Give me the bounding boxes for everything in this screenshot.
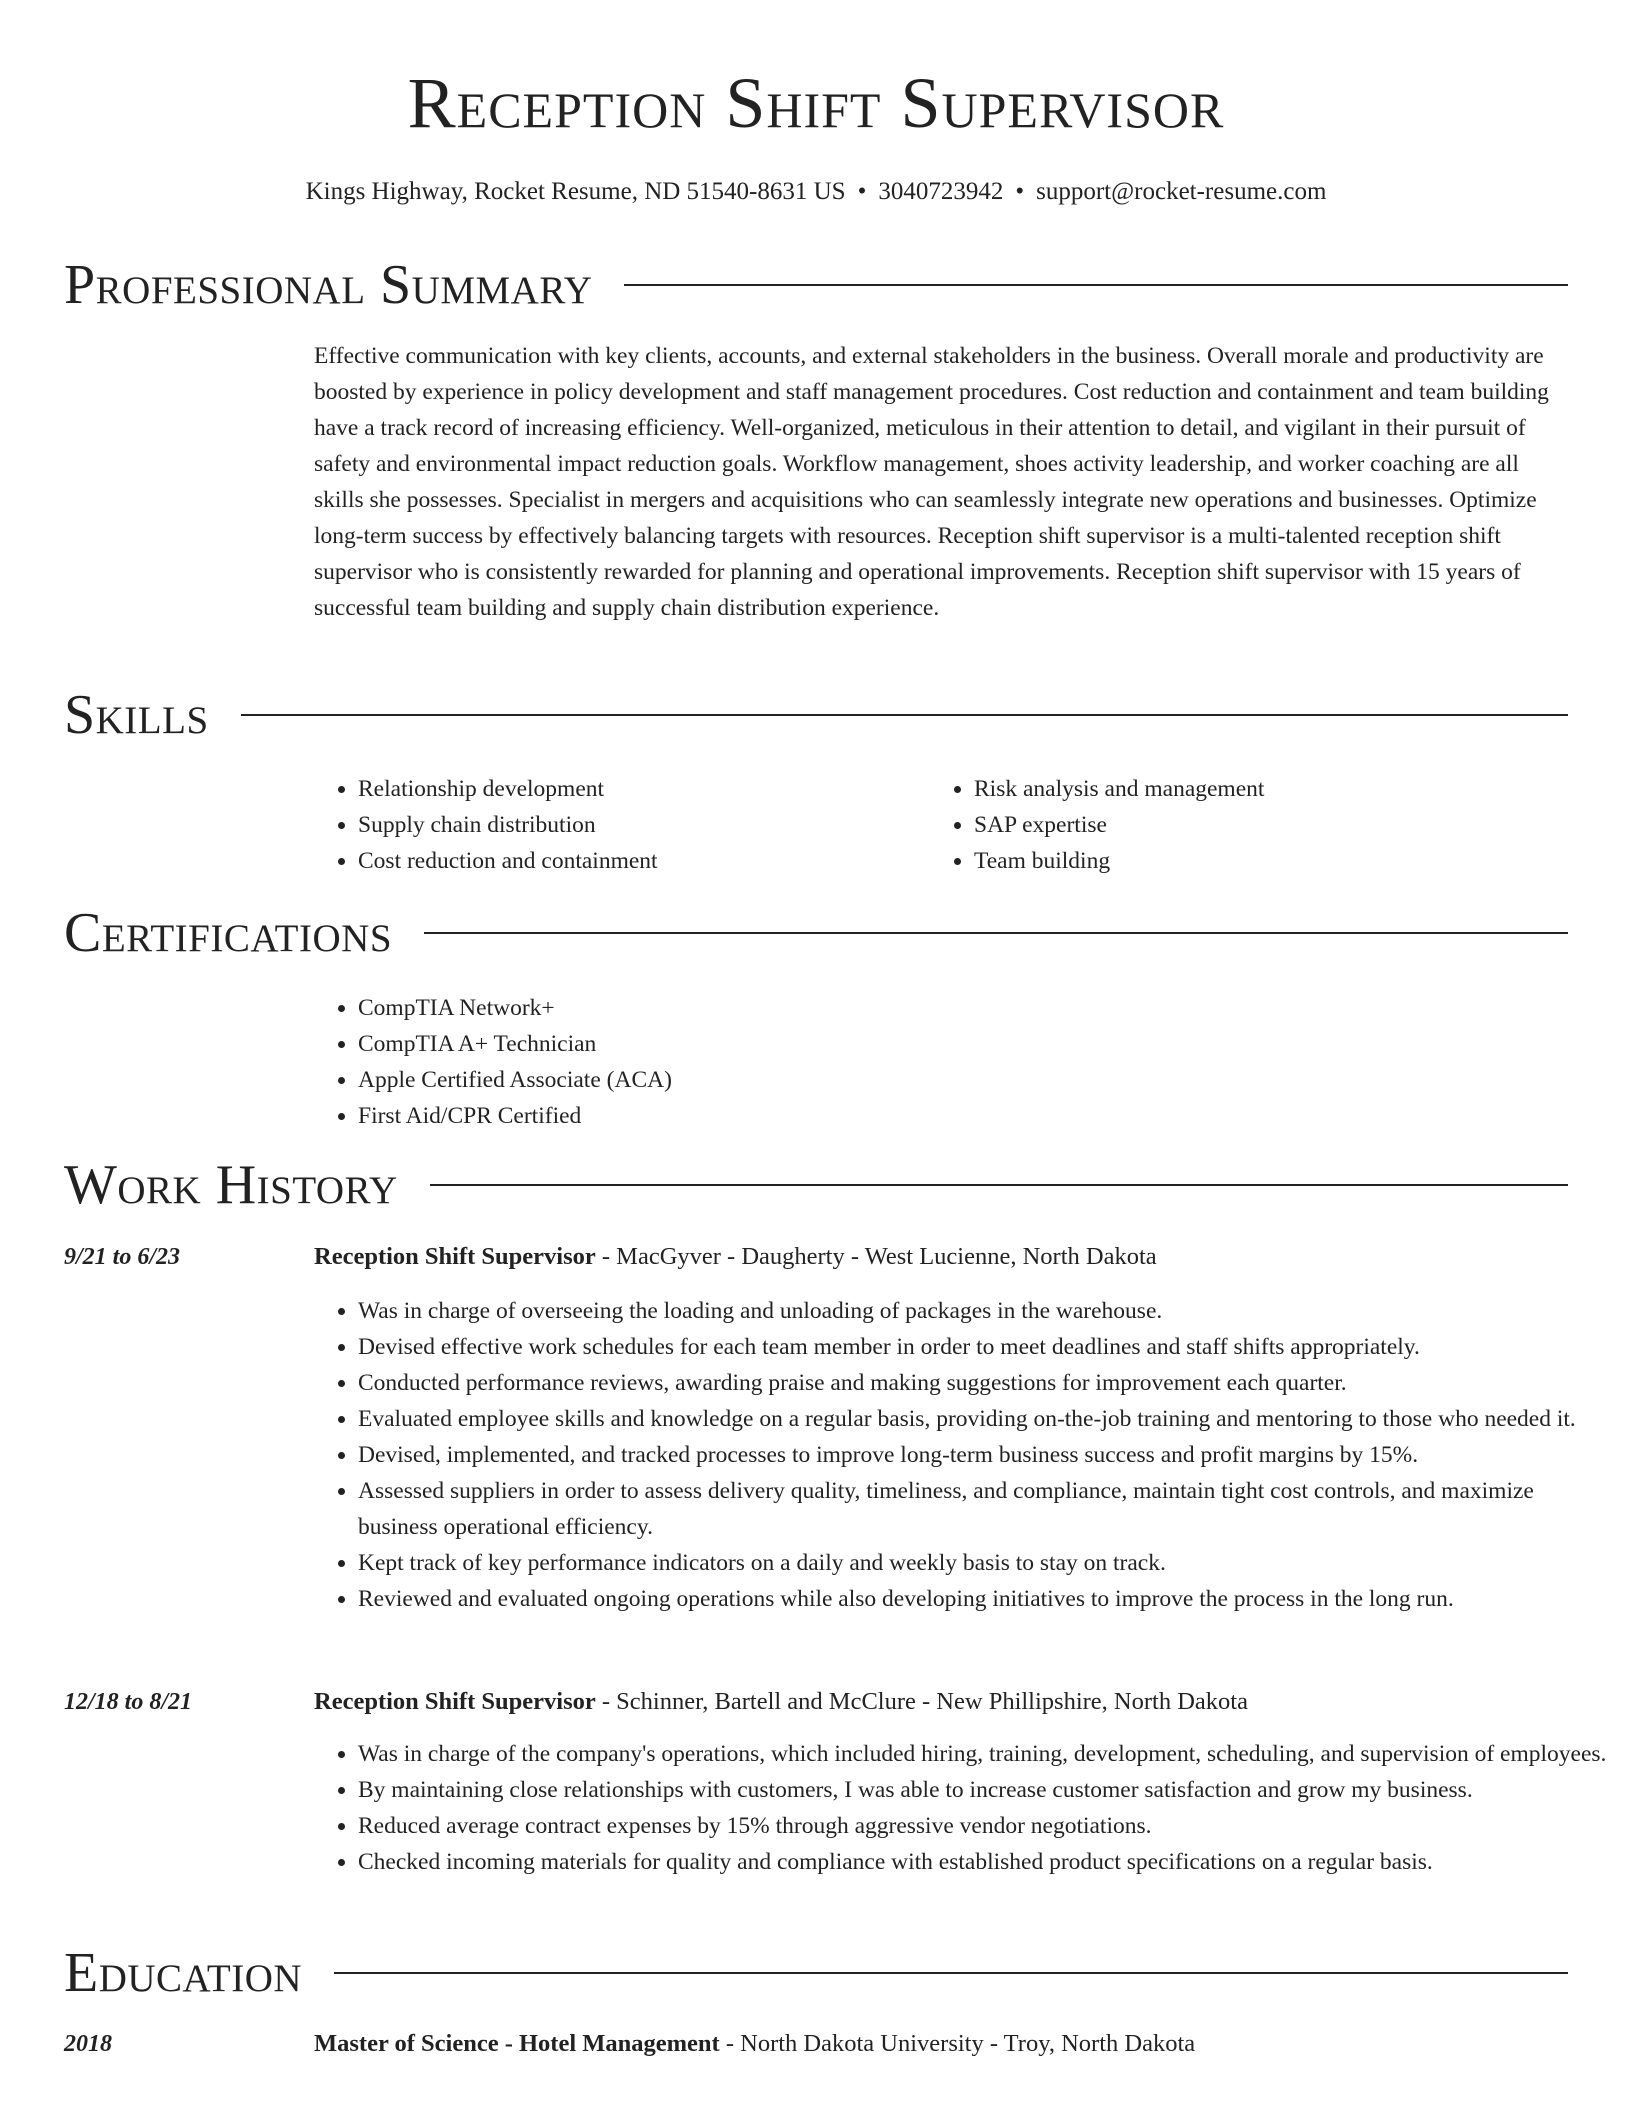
job-employer: - MacGyver - Daugherty - West Lucienne, North Dakota — [595, 1243, 1157, 1270]
job-bullet: • Reviewed and evaluated ongoing operations while also developing initiatives to improve the process in the long run. — [358, 1581, 1618, 1617]
section-header-certifications — [64, 898, 1568, 968]
candidate-name: Reception Shift Supervisor — [407, 63, 1225, 143]
job-bullets — [314, 1293, 1618, 1617]
section-title: Professional Summary — [64, 254, 593, 316]
job-bullet: • Assessed suppliers in order to assess delivery quality, timeliness, and compliance, maintain tight cost controls, and maximize business operational efficiency. — [358, 1473, 1618, 1545]
job-bullet: • Kept track of key performance indicators on a daily and weekly basis to stay on track. — [358, 1545, 1618, 1581]
separator: • — [1015, 178, 1025, 205]
summary-text: Effective communication with key clients, accounts, and external stakeholders in the business. Overall morale and productivity are boosted by experience in policy development and staff management procedures. Cost reduction and containment and team building have a track record of increasing efficiency. Well-organized, meticulous in their attention to detail, and vigilant in their pursuit of safety and environmental impact reduction goals. Workflow management, shoes activity leadership, and worker coaching are all skills she possesses. Specialist in mergers and acquisitions who can seamlessly integrate new operations and businesses. Optimize long-term success by effectively balancing targets with resources. Reception shift supervisor is a multi-talented reception shift supervisor who is consistently rewarded for planning and operational improvements. Reception shift supervisor with 15 years of successful team building and supply chain distribution experience. — [314, 343, 1549, 621]
skill-item: • Supply chain distribution — [358, 807, 958, 843]
job-heading — [314, 1684, 1248, 1720]
job-bullet: • Checked incoming materials for quality and compliance with established product specifications on a regular basis. — [358, 1844, 1618, 1880]
job-bullet: • Reduced average contract expenses by 15% through aggressive vendor negotiations. — [358, 1808, 1618, 1844]
section-divider — [624, 284, 1568, 286]
job-heading — [314, 1239, 1157, 1275]
section-divider — [241, 714, 1568, 716]
skills-list-right — [930, 771, 1574, 879]
section-header-skills — [64, 680, 1568, 750]
certification-item: • CompTIA A+ Technician — [358, 1026, 1158, 1062]
section-divider — [430, 1184, 1568, 1186]
section-divider — [334, 1972, 1568, 1974]
education-heading — [314, 2026, 1195, 2062]
skill-item: • Team building — [974, 843, 1574, 879]
section-divider — [424, 932, 1568, 934]
skills-list-left — [314, 771, 958, 879]
education-year: 2018 — [64, 2031, 112, 2057]
certification-item: • Apple Certified Associate (ACA) — [358, 1062, 1158, 1098]
job-bullet: • Was in charge of the company's operations, which included hiring, training, development, scheduling, and supervision of employees. — [358, 1736, 1618, 1772]
email: support@rocket-resume.com — [1036, 178, 1327, 205]
skill-item: • SAP expertise — [974, 807, 1574, 843]
skill-item: • Risk analysis and management — [974, 771, 1574, 807]
address: Kings Highway, Rocket Resume, ND 51540-8631 US — [305, 178, 846, 205]
job-bullet: • Devised effective work schedules for each team member in order to meet deadlines and staff shifts appropriately. — [358, 1329, 1618, 1365]
section-title: Education — [64, 1942, 303, 2004]
skill-item: • Cost reduction and containment — [358, 843, 958, 879]
certifications-list — [314, 990, 1158, 1134]
job-title: Reception Shift Supervisor — [314, 1688, 596, 1715]
section-header-education — [64, 1938, 1568, 2008]
job-bullet: • Evaluated employee skills and knowledge on a regular basis, providing on-the-job training and mentoring to those who needed it. — [358, 1401, 1618, 1437]
job-bullet: • Conducted performance reviews, awarding praise and making suggestions for improvement each quarter. — [358, 1365, 1618, 1401]
contact-line — [0, 174, 1632, 210]
section-header-work-history — [64, 1150, 1568, 1220]
section-title: Skills — [64, 684, 209, 746]
job-title: Reception Shift Supervisor — [314, 1243, 596, 1270]
separator: • — [857, 178, 867, 205]
section-header-summary — [64, 250, 1568, 320]
section-title: Work History — [64, 1154, 398, 1216]
section-title: Certifications — [64, 902, 393, 964]
job-employer: - Schinner, Bartell and McClure - New Phillipshire, North Dakota — [595, 1688, 1248, 1715]
certification-item: • First Aid/CPR Certified — [358, 1098, 1158, 1134]
job-dates: 12/18 to 8/21 — [64, 1689, 193, 1715]
school: - North Dakota University - Troy, North Dakota — [719, 2030, 1196, 2057]
phone: 3040723942 — [878, 178, 1004, 205]
certification-item: • CompTIA Network+ — [358, 990, 1158, 1026]
degree: Master of Science - Hotel Management — [314, 2030, 720, 2057]
job-bullet: • Was in charge of overseeing the loading and unloading of packages in the warehouse. — [358, 1293, 1618, 1329]
skill-item: • Relationship development — [358, 771, 958, 807]
job-dates: 9/21 to 6/23 — [64, 1244, 181, 1270]
job-bullet: • By maintaining close relationships with customers, I was able to increase customer satisfaction and grow my business. — [358, 1772, 1618, 1808]
job-bullet: • Devised, implemented, and tracked processes to improve long-term business success and profit margins by 15%. — [358, 1437, 1618, 1473]
job-bullets — [314, 1736, 1618, 1880]
